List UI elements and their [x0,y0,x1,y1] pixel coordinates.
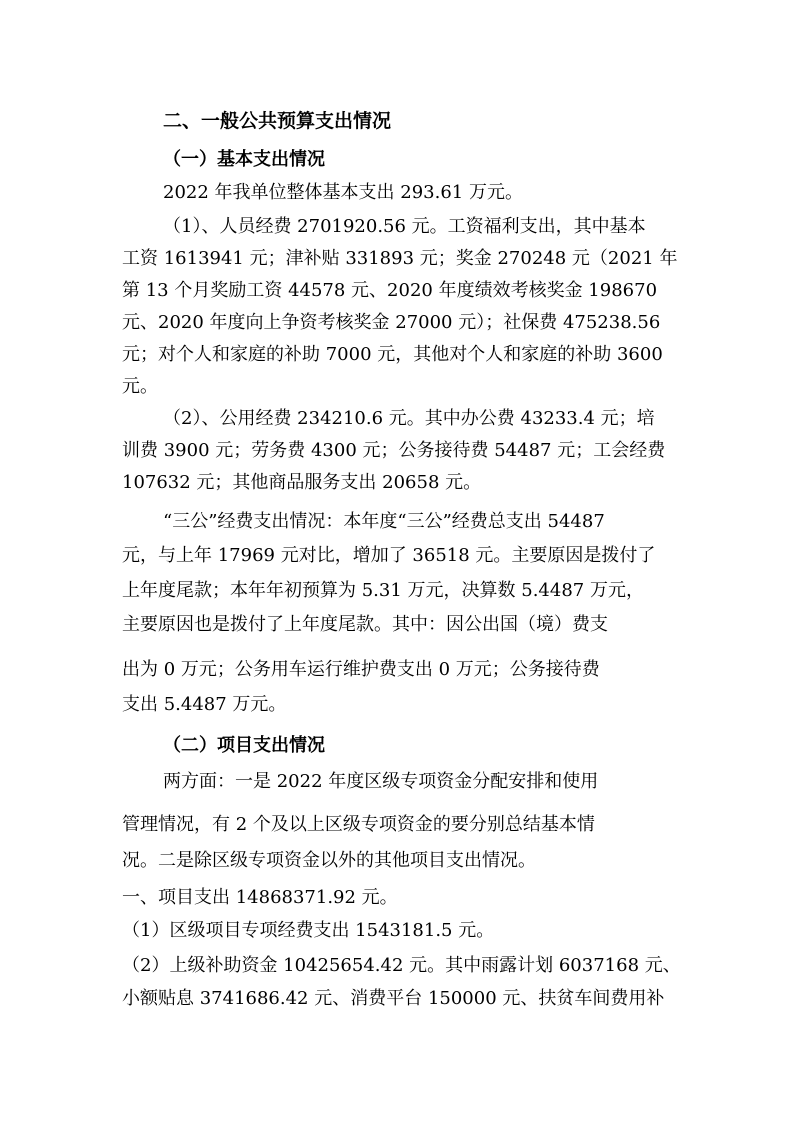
basic-summary: 2022 年我单位整体基本支出 293.61 万元。 [163,182,523,203]
personnel-line-1: （1）、人员经费 2701920.56 元。工资福利支出，其中基本 [163,216,646,237]
personnel-line-6: 元。 [122,376,158,397]
public-line-1: （2）、公用经费 234210.6 元。其中办公费 43233.4 元；培 [163,408,655,429]
project-item-1: （1）区级项目专项经费支出 1543181.5 元。 [122,920,495,941]
subsection-title-basic: （一）基本支出情况 [163,149,325,170]
project-item-2-line-1: （2）上级补助资金 10425654.42 元。其中雨露计划 6037168 元、 [122,955,681,976]
section-heading: 二、一般公共预算支出情况 [163,110,392,132]
project-intro-line-3: 况。二是除区级专项资金以外的其他项目支出情况。 [122,850,536,871]
three-public-line-4: 主要原因也是拨付了上年度尾款。其中：因公出国（境）费支 [122,614,608,635]
public-line-3: 107632 元；其他商品服务支出 20658 元。 [122,472,482,493]
personnel-line-3: 第 13 个月奖励工资 44578 元、2020 年度绩效考核奖金 198670 [122,280,658,301]
three-public-line-1: “三公”经费支出情况：本年度“三公”经费总支出 54487 [163,511,605,532]
three-public-line-6: 支出 5.4487 万元。 [122,694,287,715]
three-public-line-2: 元，与上年 17969 元对比，增加了 36518 元。主要原因是拨付了 [122,545,656,566]
project-intro-line-1: 两方面：一是 2022 年度区级专项资金分配安排和使用 [163,771,599,792]
public-line-2: 训费 3900 元；劳务费 4300 元；公务接待费 54487 元；工会经费 [122,440,666,461]
personnel-line-2: 工资 1613941 元；津补贴 331893 元；奖金 270248 元（2021 年 [122,248,678,269]
project-intro-line-2: 管理情况，有 2 个及以上区级专项资金的要分别总结基本情 [122,814,595,835]
personnel-line-4: 元、2020 年度向上争资考核奖金 27000 元）；社保费 475238.56 [122,312,661,333]
three-public-line-5: 出为 0 万元；公务用车运行维护费支出 0 万元；公务接待费 [122,659,600,680]
subsection-title-project: （二）项目支出情况 [163,735,325,756]
personnel-line-5: 元；对个人和家庭的补助 7000 元，其他对个人和家庭的补助 3600 [122,344,663,365]
project-item-2-line-2: 小额贴息 3741686.42 元、消费平台 150000 元、扶贫车间费用补 [122,988,665,1009]
project-total: 一、项目支出 14868371.92 元。 [122,887,398,908]
three-public-line-3: 上年度尾款；本年年初预算为 5.31 万元，决算数 5.4487 万元， [122,580,644,601]
